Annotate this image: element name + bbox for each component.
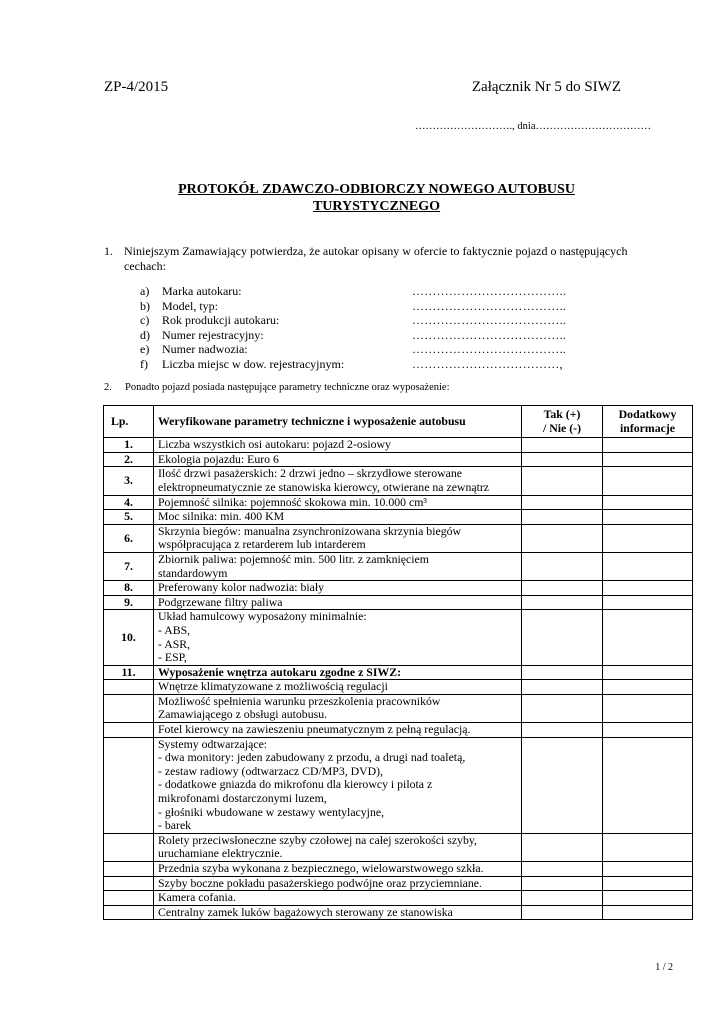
- document-title: [104, 181, 649, 215]
- table-row: [104, 524, 693, 552]
- parameter-description: [154, 595, 522, 610]
- additional-info-cell[interactable]: [603, 833, 693, 861]
- additional-info-cell[interactable]: [603, 665, 693, 680]
- table-row: [104, 552, 693, 580]
- table-row: [104, 694, 693, 722]
- additional-info-cell[interactable]: [603, 891, 693, 906]
- item-letter: f): [140, 356, 148, 371]
- yes-no-cell[interactable]: [522, 694, 603, 722]
- description-line: - zestaw radiowy (odtwarzacz CD/MP3, DVD),: [158, 763, 384, 778]
- item-fill-line: ………………………………..: [412, 313, 567, 328]
- yes-no-cell[interactable]: [522, 891, 603, 906]
- table-row: [104, 862, 693, 877]
- description-line: Wnętrze klimatyzowane z możliwością regulacji: [158, 679, 388, 694]
- row-number: 8.: [104, 581, 154, 596]
- row-number: 6.: [104, 524, 154, 552]
- item-letter: b): [140, 298, 150, 313]
- yes-no-cell[interactable]: [522, 723, 603, 738]
- paragraph-2: [104, 382, 450, 393]
- header-yes-no-line-2: / Nie (-): [543, 420, 581, 435]
- parameter-description: [154, 680, 522, 695]
- table-row: [104, 595, 693, 610]
- yes-no-cell[interactable]: [522, 737, 603, 833]
- item-letter: e): [140, 342, 150, 357]
- table-row: [104, 438, 693, 453]
- item-fill-line: ………………………………..: [412, 284, 567, 298]
- row-number: [104, 723, 154, 738]
- item-label: Numer rejestracyjny:: [162, 327, 264, 342]
- yes-no-cell[interactable]: [522, 524, 603, 552]
- description-line: Ilość drzwi pasażerskich: 2 drzwi jedno – skrzydłowe sterowane: [158, 466, 462, 481]
- additional-info-cell[interactable]: [603, 905, 693, 920]
- yes-no-cell[interactable]: [522, 665, 603, 680]
- table-body: [104, 438, 693, 920]
- additional-info-cell[interactable]: [603, 694, 693, 722]
- vehicle-detail-item: [140, 284, 620, 299]
- parameter-description: [154, 452, 522, 467]
- additional-info-cell[interactable]: [603, 467, 693, 495]
- additional-info-cell[interactable]: [603, 876, 693, 891]
- additional-info-cell[interactable]: [603, 524, 693, 552]
- additional-info-cell[interactable]: [603, 452, 693, 467]
- paragraph-text: Ponadto pojazd posiada następujące parametry techniczne oraz wyposażenie:: [125, 382, 450, 393]
- table-row: [104, 737, 693, 833]
- vehicle-detail-item: [140, 342, 620, 357]
- parameter-description: [154, 905, 522, 920]
- description-line: Fotel kierowcy na zawieszeniu pneumatycznym z pełną regulacją.: [158, 722, 471, 737]
- description-line: mikrofonami dostarczonymi luzem,: [158, 791, 327, 806]
- table-row: [104, 510, 693, 525]
- table-section-row: [104, 665, 693, 680]
- vehicle-detail-item: [140, 299, 620, 314]
- row-number: 4.: [104, 495, 154, 510]
- yes-no-cell[interactable]: [522, 905, 603, 920]
- parameter-description: [154, 610, 522, 665]
- header-additional-info: [603, 406, 693, 438]
- page-number: 1 / 2: [655, 962, 673, 973]
- vehicle-detail-item: [140, 328, 620, 343]
- parameter-description: [154, 467, 522, 495]
- table-row: [104, 833, 693, 861]
- paragraph-number: 1.: [104, 244, 113, 258]
- row-number: [104, 862, 154, 877]
- vehicle-detail-item: [140, 313, 620, 328]
- description-line: Układ hamulcowy wyposażony minimalnie:: [158, 609, 367, 624]
- description-line: Pojemność silnika: pojemność skokowa min. 10.000 cm³: [158, 494, 427, 509]
- table-row: [104, 610, 693, 665]
- yes-no-cell[interactable]: [522, 610, 603, 665]
- description-line: Systemy odtwarzające:: [158, 736, 268, 751]
- yes-no-cell[interactable]: [522, 680, 603, 695]
- row-number: 5.: [104, 510, 154, 525]
- description-line: Podgrzewane filtry paliwa: [158, 594, 283, 609]
- header-additional-info-line-2: informacje: [619, 420, 676, 435]
- parameter-description: [154, 524, 522, 552]
- yes-no-cell[interactable]: [522, 495, 603, 510]
- row-number: [104, 876, 154, 891]
- additional-info-cell[interactable]: [603, 680, 693, 695]
- description-line: Moc silnika: min. 400 KM: [158, 509, 285, 524]
- parameter-description: [154, 581, 522, 596]
- row-number: 11.: [104, 665, 154, 680]
- parameter-description: [154, 510, 522, 525]
- parameter-description: [154, 495, 522, 510]
- header-lp: Lp.: [104, 406, 154, 438]
- row-number: 9.: [104, 595, 154, 610]
- row-number: [104, 905, 154, 920]
- item-label: Model, typ:: [162, 298, 218, 313]
- header-yes-no: [522, 406, 603, 438]
- description-line: Skrzynia biegów: manualna zsynchronizowana skrzynia biegów: [158, 523, 462, 538]
- yes-no-cell[interactable]: [522, 438, 603, 453]
- parameter-description: [154, 552, 522, 580]
- description-line: Zamawiającego z obsługi autobusu.: [158, 707, 328, 722]
- table-row: [104, 723, 693, 738]
- additional-info-cell[interactable]: [603, 723, 693, 738]
- additional-info-cell[interactable]: [603, 552, 693, 580]
- description-line: Przednia szyba wykonana z bezpiecznego, wielowarstwowego szkła.: [158, 861, 484, 875]
- item-letter: c): [140, 313, 150, 328]
- description-line: standardowym: [158, 565, 228, 580]
- row-number: 10.: [104, 610, 154, 665]
- description-line: - dwa monitory: jeden zabudowany z przodu, a drugi nad toaletą,: [158, 750, 466, 765]
- row-number: [104, 891, 154, 906]
- place-date-line: ………………………., dnia……………………………: [415, 121, 651, 132]
- description-line: współpracująca z retarderem lub intarderem: [158, 537, 366, 552]
- description-line: Centralny zamek luków bagażowych sterowany ze stanowiska: [158, 904, 453, 919]
- parameter-description: [154, 862, 522, 877]
- yes-no-cell[interactable]: [522, 876, 603, 891]
- document-reference: ZP-4/2015: [104, 79, 169, 95]
- additional-info-cell[interactable]: [603, 737, 693, 833]
- description-line: - barek: [158, 818, 192, 833]
- table-row: [104, 680, 693, 695]
- table-row: [104, 891, 693, 906]
- parameters-table: [103, 405, 693, 920]
- row-number: 1.: [104, 438, 154, 453]
- yes-no-cell[interactable]: [522, 452, 603, 467]
- description-line: - ESP,: [158, 650, 187, 665]
- item-letter: d): [140, 327, 150, 342]
- item-label: Rok produkcji autokaru:: [162, 313, 280, 328]
- additional-info-cell[interactable]: [603, 581, 693, 596]
- vehicle-detail-item: [140, 357, 620, 372]
- row-number: 2.: [104, 452, 154, 467]
- table-header-row: [104, 406, 693, 438]
- additional-info-cell[interactable]: [603, 610, 693, 665]
- title-line-2: TURYSTYCZNEGO: [312, 199, 441, 214]
- description-line: Kamera cofania.: [158, 890, 236, 905]
- parameter-description: [154, 876, 522, 891]
- yes-no-cell[interactable]: [522, 552, 603, 580]
- header-yes-no-line-1: Tak (+): [543, 407, 581, 421]
- description-line: - głośniki wbudowane w zestawy wentylacyjne,: [158, 804, 385, 819]
- row-number: [104, 680, 154, 695]
- item-letter: a): [140, 284, 150, 298]
- row-number: [104, 833, 154, 861]
- table-row: [104, 905, 693, 920]
- yes-no-cell[interactable]: [522, 581, 603, 596]
- description-line: - dodatkowe gniazda do mikrofonu dla kierowcy i pilota z: [158, 777, 433, 792]
- row-number: 3.: [104, 467, 154, 495]
- yes-no-cell[interactable]: [522, 833, 603, 861]
- description-line: Wyposażenie wnętrza autokaru zgodne z SIWZ:: [158, 664, 402, 679]
- row-number: [104, 737, 154, 833]
- description-line: uruchamiane elektrycznie.: [158, 846, 283, 861]
- description-line: Preferowany kolor nadwozia: biały: [158, 580, 325, 595]
- item-fill-line: ………………………………,: [412, 356, 563, 371]
- paragraph-number: 2.: [104, 382, 112, 393]
- item-fill-line: ………………………………..: [412, 342, 567, 357]
- header-additional-info-line-1: Dodatkowy: [618, 407, 677, 421]
- vehicle-details-list: [140, 284, 620, 372]
- table-row: [104, 876, 693, 891]
- table-row: [104, 495, 693, 510]
- parameter-description: [154, 891, 522, 906]
- parameter-description: [154, 723, 522, 738]
- additional-info-cell[interactable]: [603, 862, 693, 877]
- yes-no-cell[interactable]: [522, 595, 603, 610]
- parameter-description: [154, 665, 522, 680]
- description-line: Rolety przeciwsłoneczne szyby czołowej na całej szerokości szyby,: [158, 832, 477, 847]
- description-line: Szyby boczne pokładu pasażerskiego podwójne oraz przyciemniane.: [158, 875, 482, 890]
- additional-info-cell[interactable]: [603, 595, 693, 610]
- parameter-description: [154, 833, 522, 861]
- item-label: Liczba miejsc w dow. rejestracyjnym:: [162, 356, 345, 371]
- paragraph-1: [104, 244, 664, 274]
- paragraph-text: Niniejszym Zamawiający potwierdza, że autokar opisany w ofercie to faktycznie pojazd o następujących cechach:: [124, 244, 628, 273]
- item-fill-line: ………………………………..: [412, 327, 567, 342]
- item-label: Numer nadwozia:: [162, 342, 248, 357]
- yes-no-cell[interactable]: [522, 467, 603, 495]
- table-row: [104, 581, 693, 596]
- additional-info-cell[interactable]: [603, 510, 693, 525]
- additional-info-cell[interactable]: [603, 495, 693, 510]
- description-line: Możliwość spełnienia warunku przeszkolenia pracowników: [158, 693, 441, 708]
- row-number: 7.: [104, 552, 154, 580]
- table-row: [104, 452, 693, 467]
- additional-info-cell[interactable]: [603, 438, 693, 453]
- item-label: Marka autokaru:: [162, 284, 242, 298]
- yes-no-cell[interactable]: [522, 862, 603, 877]
- parameter-description: [154, 438, 522, 453]
- table-row: [104, 467, 693, 495]
- item-fill-line: ………………………………..: [412, 298, 567, 313]
- description-line: Ekologia pojazdu: Euro 6: [158, 451, 279, 466]
- description-line: - ASR,: [158, 636, 191, 651]
- description-line: Liczba wszystkich osi autokaru: pojazd 2-osiowy: [158, 437, 391, 452]
- description-line: elektropneumatycznie ze stanowiska kierowcy, otwierane na zewnątrz: [158, 479, 490, 494]
- parameter-description: [154, 694, 522, 722]
- parameter-description: [154, 737, 522, 833]
- title-line-1: PROTOKÓŁ ZDAWCZO-ODBIORCZY NOWEGO AUTOBUSU: [178, 182, 575, 197]
- yes-no-cell[interactable]: [522, 510, 603, 525]
- attachment-label: Załącznik Nr 5 do SIWZ: [471, 79, 621, 95]
- description-line: - ABS,: [158, 622, 191, 637]
- header-parameters: Weryfikowane parametry techniczne i wyposażenie autobusu: [154, 406, 522, 438]
- row-number: [104, 694, 154, 722]
- description-line: Zbiornik paliwa: pojemność min. 500 litr. z zamknięciem: [158, 551, 429, 566]
